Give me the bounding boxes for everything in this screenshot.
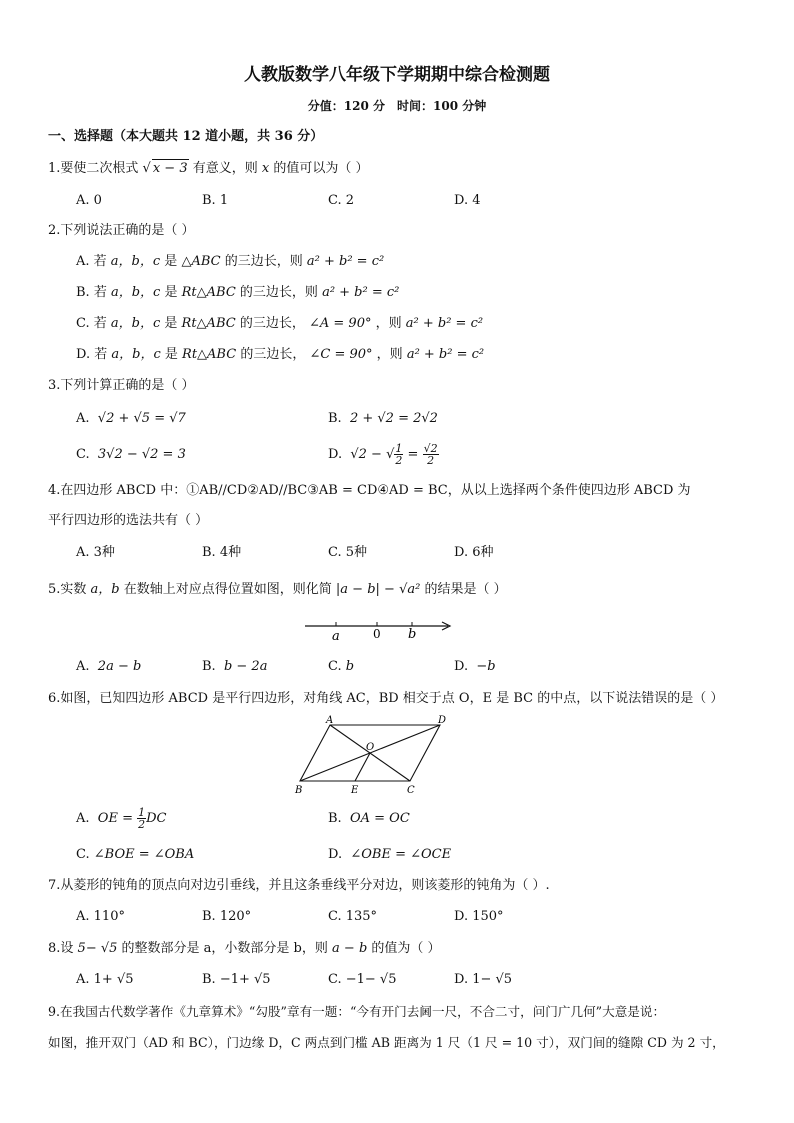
q5b-expr: b − 2a	[223, 659, 268, 674]
q2d-tri: Rt△ABC	[182, 347, 237, 362]
q6c-expr: ∠BOE = ∠OBA	[93, 847, 195, 862]
q6-option-b[interactable]	[328, 810, 410, 828]
page-title: 人教版数学八年级下学期期中综合检测题	[244, 65, 550, 85]
q2c-post2: ，则	[375, 316, 402, 331]
q7-option-a[interactable]: A. 110°	[76, 909, 125, 924]
q2a-tri: △ABC	[181, 254, 221, 269]
q5c-expr: b	[345, 659, 355, 674]
q3b-expr: 2 + √2 = 2√2	[349, 411, 438, 426]
q5-option-c[interactable]	[328, 658, 354, 676]
q3d-label: D.	[328, 447, 343, 462]
q2d-eq: a² + b² = c²	[406, 347, 485, 362]
q5-option-d[interactable]	[454, 658, 496, 676]
q2c-angle: ∠A = 90°	[308, 316, 372, 331]
q2-option-b[interactable]	[76, 284, 399, 302]
q8-option-d[interactable]: D. 1− √5	[454, 972, 513, 987]
section-heading: 一、选择题（本大题共 12 道小题，共 36 分）	[48, 129, 324, 144]
q2c-mid: 是	[164, 316, 178, 331]
vertex-a: A	[326, 715, 334, 726]
q6d-label: D.	[328, 847, 343, 862]
q3-option-d[interactable]: D. √2 − √ $\frac{1}{2}$ = $\frac{√2}{2}$	[328, 442, 438, 467]
label-b: b	[408, 627, 417, 642]
q6-option-c[interactable]	[76, 846, 194, 864]
q1-option-b[interactable]: B. 1	[202, 193, 229, 208]
q8-text-a: 8.设	[48, 941, 74, 956]
q5-text-a: 5.实数	[48, 582, 87, 597]
q2c-post: 的三边长，	[239, 316, 305, 331]
vertex-b: B	[295, 785, 303, 796]
q2a-mid: 是	[164, 254, 178, 269]
q2d-pre: D. 若	[76, 347, 108, 362]
q5-text-c: 的结果是（ ）	[424, 582, 507, 597]
q6a-den: 2	[138, 818, 146, 831]
q1-text-a: 1.要使二次根式	[48, 161, 139, 176]
q5c-label: C.	[328, 659, 342, 674]
q2c-eq: a² + b² = c²	[405, 316, 484, 331]
q5-option-b[interactable]	[202, 658, 267, 676]
q2a-eq: a² + b² = c²	[306, 254, 385, 269]
number-line-figure	[300, 612, 460, 644]
label-a: a	[332, 629, 340, 644]
q5d-expr: −b	[476, 659, 496, 674]
q1-var: x	[261, 161, 270, 176]
q6a-pre: OE =	[97, 811, 133, 826]
q2d-post2: ，则	[376, 347, 403, 362]
q3c-expr: 3√2 − √2 = 3	[97, 447, 186, 462]
vertex-c: C	[407, 785, 415, 796]
q8-eq: a − b	[332, 941, 368, 956]
q7-option-d[interactable]: D. 150°	[454, 909, 504, 924]
q2b-tri: Rt△ABC	[181, 285, 236, 300]
q5a-expr: 2a − b	[97, 659, 142, 674]
q3d-rnum: √2	[423, 442, 438, 455]
question-3: 3.下列计算正确的是（ ）	[48, 378, 195, 393]
q3d-num: 1	[395, 442, 403, 455]
question-8	[48, 940, 441, 958]
question-5	[48, 581, 507, 599]
q3b-label: B.	[328, 411, 342, 426]
q1-option-c[interactable]: C. 2	[328, 193, 355, 208]
q4-option-d[interactable]: D. 6种	[454, 545, 494, 560]
q2a-vars: a，b，c	[110, 254, 161, 269]
parallelogram-figure	[290, 713, 450, 797]
q2c-pre: C. 若	[76, 316, 107, 331]
q2c-tri: Rt△ABC	[181, 316, 236, 331]
q1-radicand: x − 3	[152, 161, 188, 176]
q5d-label: D.	[454, 659, 469, 674]
q6d-expr: ∠OBE = ∠OCE	[350, 847, 452, 862]
q8-option-a[interactable]: A. 1+ √5	[76, 972, 134, 987]
question-9-line-2: 如图，推开双门（AD 和 BC），门边缘 D，C 两点到门槛 AB 距离为 1 尺（1 尺 = 10 寸），双门间的缝隙 CD 为 2 寸，	[48, 1035, 725, 1050]
q2d-vars: a，b，c	[111, 347, 161, 362]
q1-text-b: 有意义，则	[192, 161, 258, 176]
question-7: 7.从菱形的钝角的顶点向对边引垂线，并且这条垂线平分对边，则该菱形的钝角为（ ）.	[48, 878, 550, 893]
q8-option-c[interactable]: C. −1− √5	[328, 972, 397, 987]
q1-option-d[interactable]: D. 4	[454, 193, 481, 208]
question-4-line-1: 4.在四边形 ABCD 中：①AB//CD②AD//BC③AB = CD④AD = BC，从以上选择两个条件使四边形 ABCD 为	[48, 483, 691, 498]
question-6: 6.如图，已知四边形 ABCD 是平行四边形，对角线 AC，BD 相交于点 O，E 是 BC 的中点，以下说法错误的是（ ）	[48, 691, 724, 706]
page-subtitle: 分值：120 分 时间：100 分钟	[307, 99, 487, 113]
q3d-frac	[394, 443, 403, 466]
q3-option-b[interactable]	[328, 410, 438, 428]
q3-option-c[interactable]	[76, 446, 186, 464]
question-9-line-1: 9.在我国古代数学著作《九章算术》“勾股”章有一题：“今有开门去阃一尺，不合二寸，问门广几何”大意是说：	[48, 1004, 666, 1019]
q8-text-c: 的值为（ ）	[371, 941, 441, 956]
q8-text-b: 的整数部分是 a，小数部分是 b，则	[121, 941, 328, 956]
q8-option-b[interactable]: B. −1+ √5	[202, 972, 271, 987]
q3a-label: A.	[76, 411, 90, 426]
q5-option-a[interactable]	[76, 658, 141, 676]
q2d-post: 的三边长，	[240, 347, 306, 362]
vertex-d: D	[438, 715, 447, 726]
q3d-pre: √2 −	[350, 447, 382, 462]
q8-expr: 5− √5	[77, 941, 118, 956]
q6b-expr: OA = OC	[349, 811, 410, 826]
q3c-label: C.	[76, 447, 90, 462]
q3-option-a[interactable]	[76, 410, 186, 428]
q6a-num: 1	[138, 806, 146, 819]
label-zero: 0	[373, 627, 381, 641]
q2-option-c[interactable]	[76, 315, 483, 333]
q4-option-b[interactable]: B. 4种	[202, 545, 242, 560]
q2c-vars: a，b，c	[110, 316, 161, 331]
q5a-label: A.	[76, 659, 90, 674]
q6a-frac	[137, 807, 146, 830]
q3d-rden: 2	[427, 454, 435, 467]
q2a-post: 的三边长，则	[224, 254, 303, 269]
q6c-label: C.	[76, 847, 90, 862]
point-o: O	[366, 742, 375, 753]
q1-option-a[interactable]: A. 0	[76, 193, 102, 208]
q2a-pre: A. 若	[76, 254, 107, 269]
q5-expr: |a − b| − √a²	[335, 582, 421, 597]
segment-oe	[355, 753, 370, 781]
q1-text-c: 的值可以为（ ）	[273, 161, 369, 176]
q6a-label: A.	[76, 811, 90, 826]
q3a-expr: √2 + √5 = √7	[97, 411, 186, 426]
q3d-den: 2	[395, 454, 403, 467]
point-e: E	[351, 785, 359, 796]
q6-option-a[interactable]	[76, 804, 167, 834]
q6b-label: B.	[328, 811, 342, 826]
question-1	[48, 159, 369, 178]
q6a-post: DC	[146, 811, 167, 826]
q2b-post: 的三边长，则	[239, 285, 318, 300]
q2-option-a[interactable]	[76, 253, 384, 271]
q3d-rfrac	[423, 443, 439, 466]
question-4-line-2: 平行四边形的选法共有（ ）	[48, 513, 209, 528]
q6-option-d[interactable]	[328, 846, 451, 864]
q5-text-b: 在数轴上对应点得位置如图，则化简	[123, 582, 332, 597]
q4-option-c[interactable]: C. 5种	[328, 545, 368, 560]
q1-radical: √ x − 3	[142, 161, 188, 176]
q4-option-a[interactable]: A. 3种	[76, 545, 115, 560]
q5b-label: B.	[202, 659, 216, 674]
q2-option-d[interactable]	[76, 346, 484, 364]
q2b-vars: a，b，c	[110, 285, 161, 300]
q2d-angle: ∠C = 90°	[309, 347, 373, 362]
q7-option-b[interactable]: B. 120°	[202, 909, 252, 924]
q2d-mid: 是	[164, 347, 178, 362]
q5-vars: a，b	[90, 582, 120, 597]
q2b-mid: 是	[164, 285, 178, 300]
q3d-eq: =	[407, 447, 419, 462]
q2b-eq: a² + b² = c²	[322, 285, 400, 300]
question-2: 2.下列说法正确的是（ ）	[48, 223, 195, 238]
q2b-pre: B. 若	[76, 285, 107, 300]
q7-option-c[interactable]: C. 135°	[328, 909, 378, 924]
